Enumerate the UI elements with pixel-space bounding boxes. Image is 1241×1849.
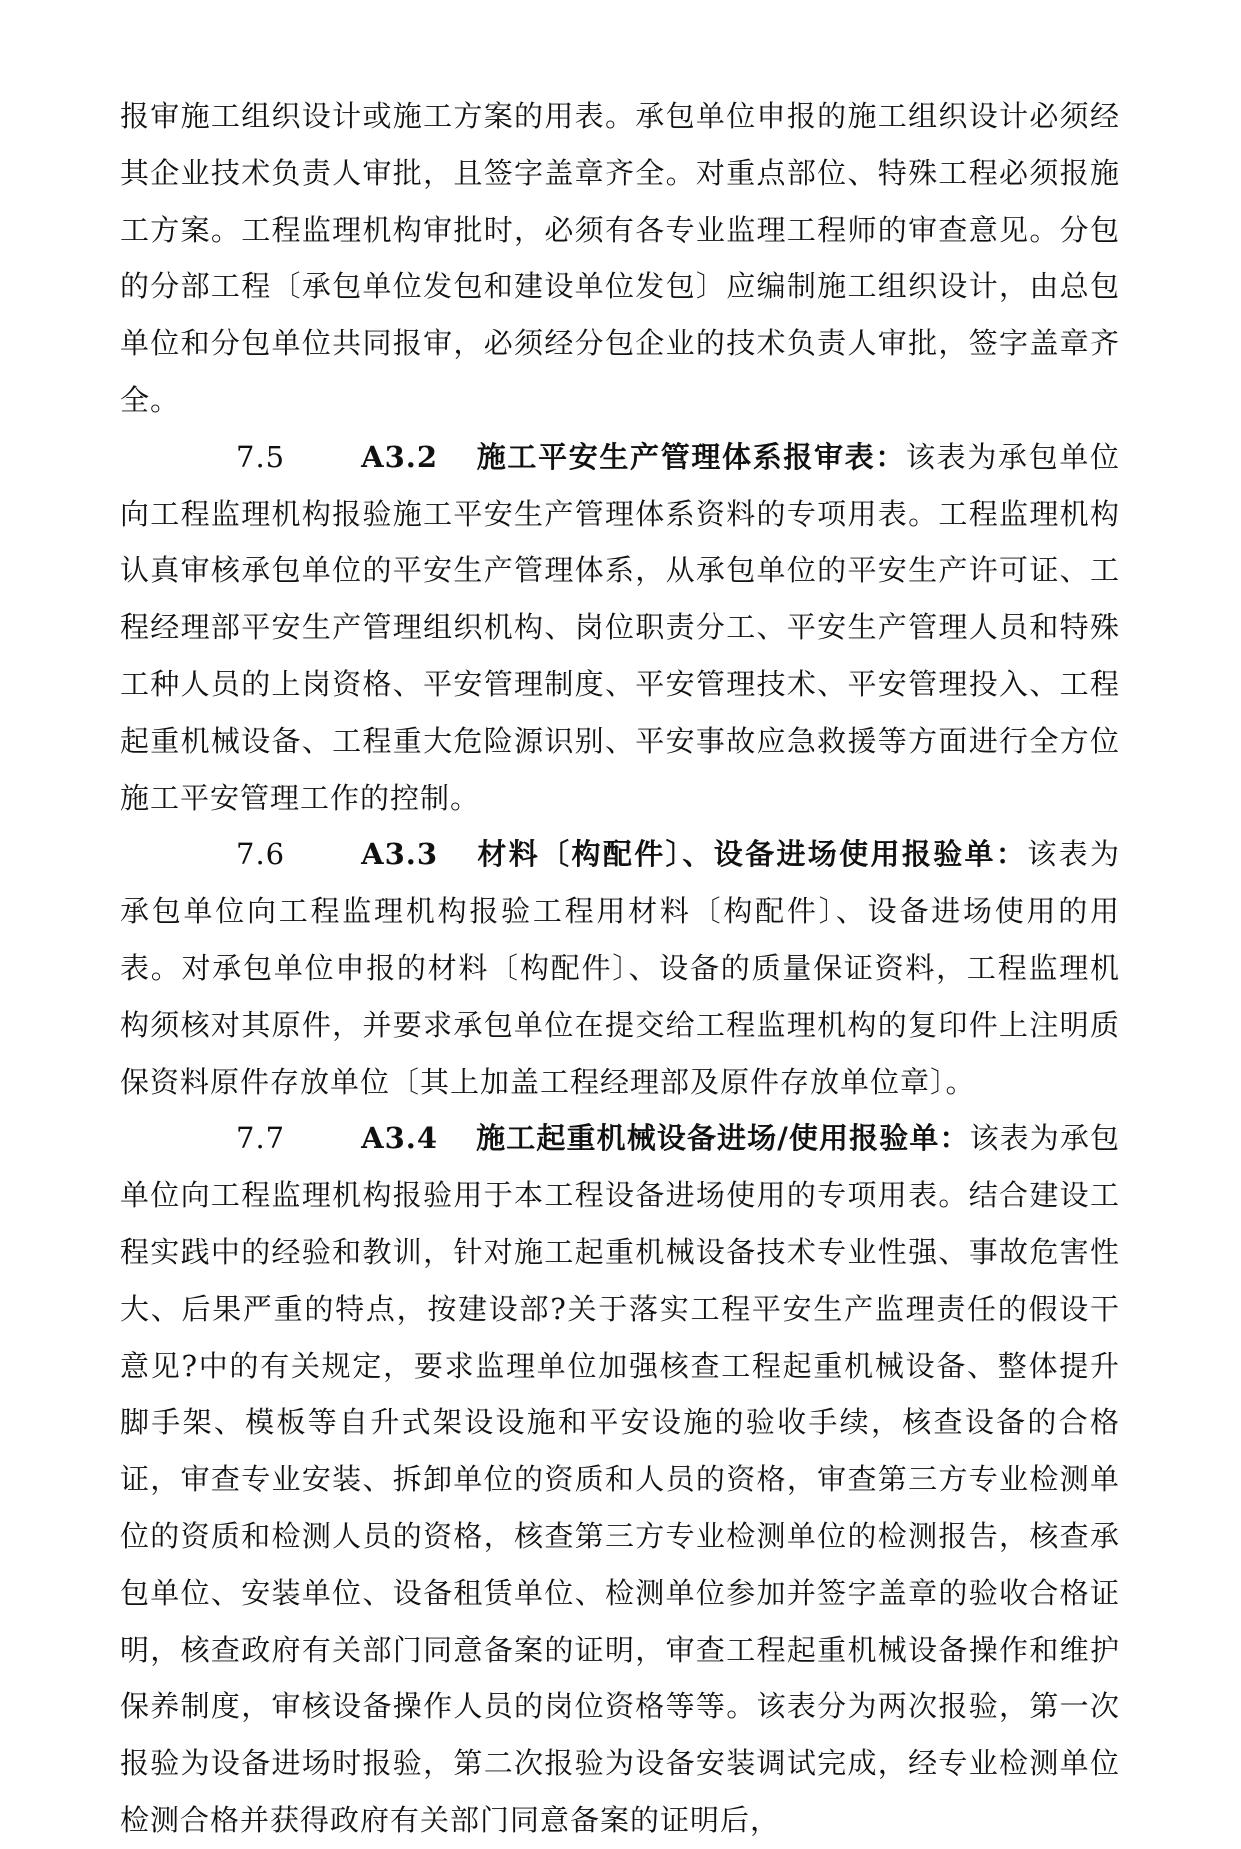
section-number: 7.7: [236, 1121, 286, 1156]
section-7-6: [120, 826, 1120, 1110]
form-code: A3.3: [361, 837, 439, 872]
document-body: [120, 88, 1120, 1849]
form-code: A3.4: [361, 1121, 439, 1156]
form-code: A3.2: [361, 439, 439, 474]
section-7-7: [120, 1110, 1120, 1848]
section-7-5: [120, 429, 1120, 827]
section-body: 该表为承包单位向工程监理机构报验用于本工程设备进场使用的专项用表。结合建设工程实践中的经验和教训，针对施工起重机械设备技术专业性强、事故危害性大、后果严重的特点，按建设部?关于落实工程平安生产监理责任的假设干意见?中的有关规定，要求监理单位加强核查工程起重机械设备、整体提升脚手架、模板等自升式架设设施和平安设施的验收手续，核查设备的合格证，审查专业安装、拆卸单位的资质和人员的资格，审查第三方专业检测单位的资质和检测人员的资格，核查第三方专业检测单位的检测报告，核查承包单位、安装单位、设备租赁单位、检测单位参加并签字盖章的验收合格证明，核查政府有关部门同意备案的证明，审查工程起重机械设备操作和维护保养制度，审核设备操作人员的岗位资格等等。该表分为两次报验，第一次报验为设备进场时报验，第二次报验为设备安装调试完成，经专业检测单位检测合格并获得政府有关部门同意备案的证明后，: [120, 1121, 1120, 1837]
section-number: 7.6: [236, 837, 286, 872]
intro-paragraph: 报审施工组织设计或施工方案的用表。承包单位申报的施工组织设计必须经其企业技术负责人审批，且签字盖章齐全。对重点部位、特殊工程必须报施工方案。工程监理机构审批时，必须有各专业监理工程师的审查意见。分包的分部工程〔承包单位发包和建设单位发包〕应编制施工组织设计，由总包单位和分包单位共同报审，必须经分包企业的技术负责人审批，签字盖章齐全。: [120, 99, 1120, 417]
section-body: 该表为承包单位向工程监理机构报验施工平安生产管理体系资料的专项用表。工程监理机构认真审核承包单位的平安生产管理体系，从承包单位的平安生产许可证、工程经理部平安生产管理组织机构、岗位职责分工、平安生产管理人员和特殊工种人员的上岗资格、平安管理制度、平安管理技术、平安管理投入、工程起重机械设备、工程重大危险源识别、平安事故应急救援等方面进行全方位施工平安管理工作的控制。: [120, 439, 1120, 815]
section-body: 该表为承包单位向工程监理机构报验工程用材料〔构配件〕、设备进场使用的用表。对承包单位申报的材料〔构配件〕、设备的质量保证资料，工程监理机构须核对其原件，并要求承包单位在提交给工程监理机构的复印件上注明质保资料原件存放单位〔其上加盖工程经理部及原件存放单位章〕。: [120, 837, 1120, 1099]
section-number: 7.5: [236, 439, 286, 474]
section-title: 施工平安生产管理体系报审表：: [476, 439, 907, 474]
section-title: 材料〔构配件〕、设备进场使用报验单：: [476, 837, 1028, 872]
section-title: 施工起重机械设备进场/使用报验单：: [476, 1121, 970, 1156]
